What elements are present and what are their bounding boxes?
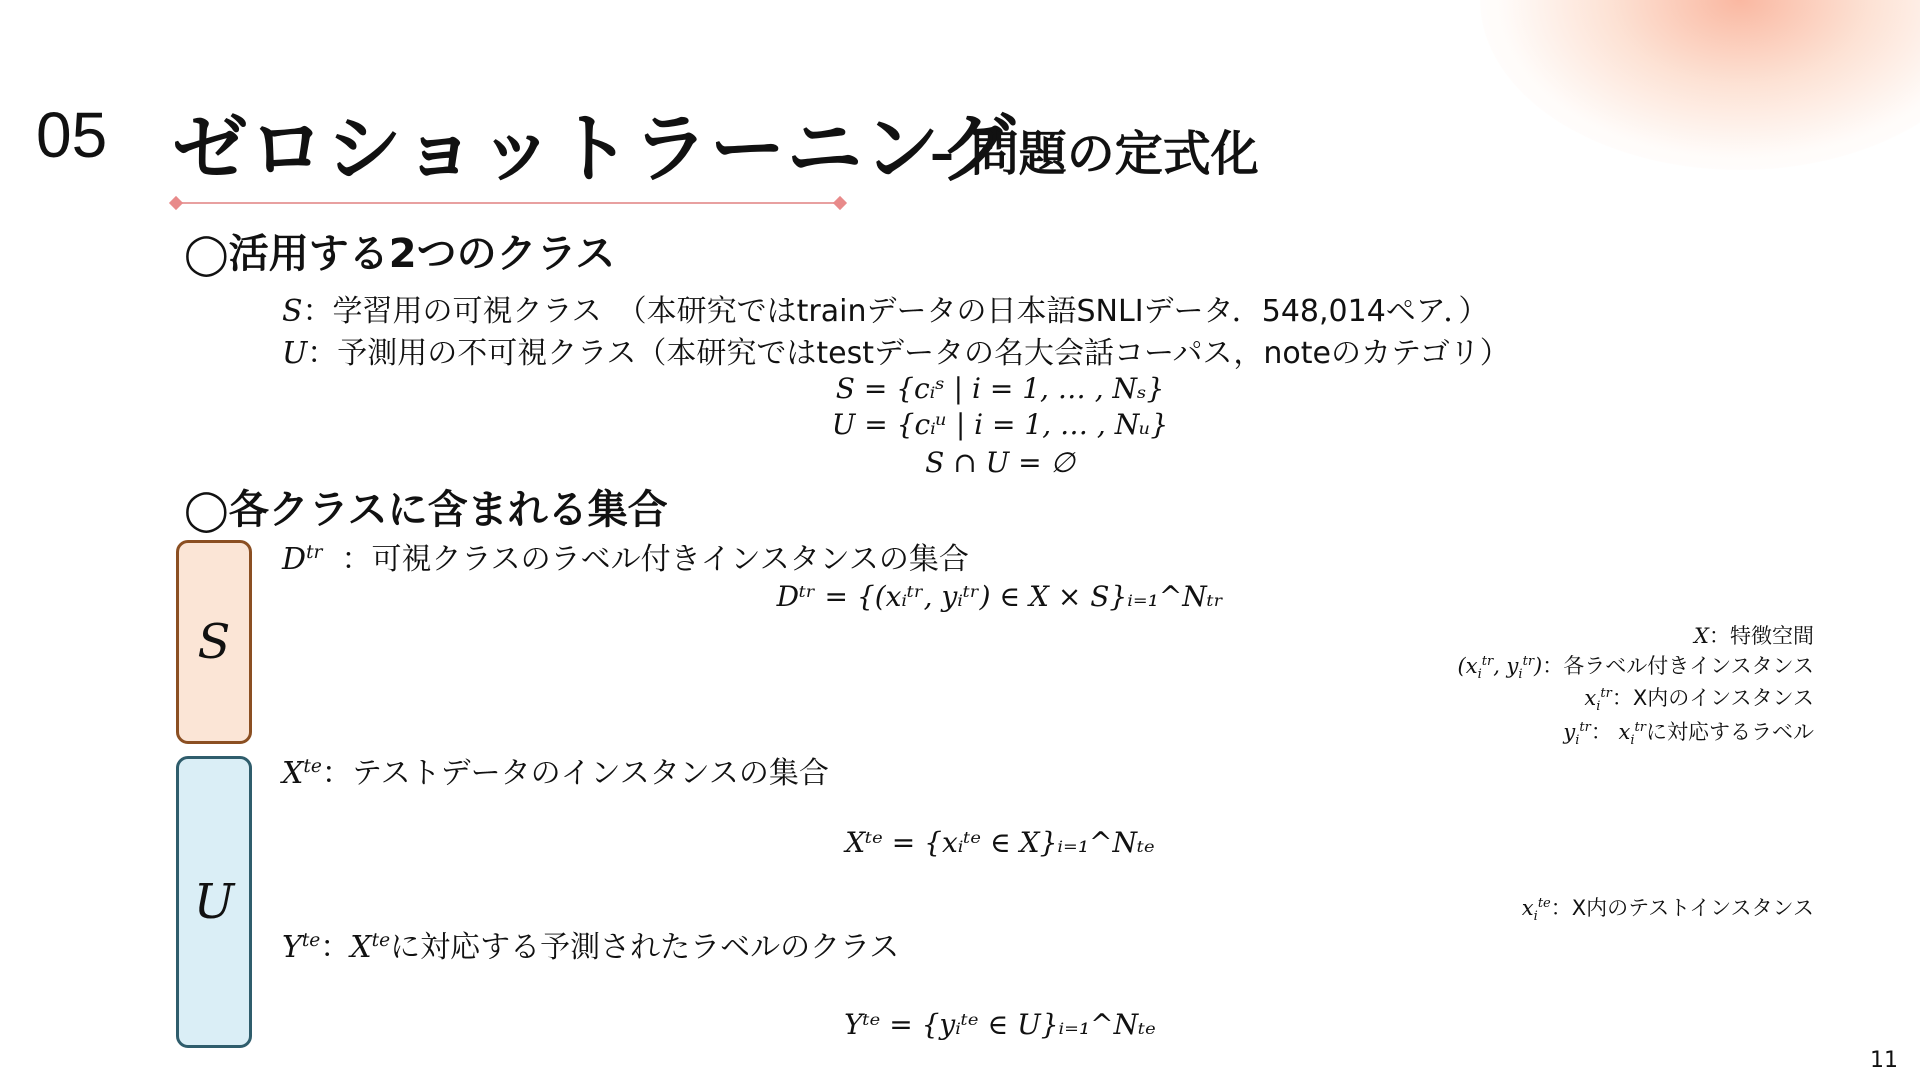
section-heading-classes: ◯活用する2つのクラス	[184, 231, 616, 277]
equation-dtr: Dᵗʳ = {(xᵢᵗʳ, yᵢᵗʳ) ∈ X × S}ᵢ₌₁^Nₜᵣ	[776, 580, 1224, 613]
slide-subtitle: – 問題の定式化	[930, 126, 1259, 182]
note-labeled-instance: ($x_i^{tr}$, $y_i^{tr}$)：各ラベル付きインスタンス	[1457, 654, 1814, 683]
page-number: 11	[1870, 1048, 1898, 1073]
underline-right-dot	[833, 196, 847, 210]
slide-title: ゼロショットラーニング	[172, 104, 1016, 193]
s-class-description: S：学習用の可視クラス （本研究ではtrainデータの日本語SNLIデータ．548,014ペア．）	[282, 294, 1489, 329]
u-class-description: U：予測用の不可視クラス（本研究ではtestデータの名大会話コーパス，noteのカテゴリ）	[282, 336, 1510, 371]
note-test-instance: $x_i^{te}$：X内のテストインスタンス	[1521, 896, 1814, 925]
dtr-description: $D^{tr}$ ：可視クラスのラベル付きインスタンスの集合	[282, 542, 969, 577]
equation-yte: Yᵗᵉ = {yᵢᵗᵉ ∈ U}ᵢ₌₁^Nₜₑ	[844, 1008, 1156, 1041]
equation-s-set: S = {cᵢˢ | i = 1, … , Nₛ}	[835, 372, 1165, 405]
s-class-box: S	[176, 540, 252, 744]
equation-disjoint: S ∩ U = ∅	[925, 446, 1075, 479]
note-corresponding-label: $y_i^{tr}$： $x_i^{tr}$に対応するラベル	[1563, 720, 1814, 749]
equation-u-set: U = {cᵢᵘ | i = 1, … , Nᵤ}	[831, 408, 1169, 441]
decorative-gradient	[1480, 0, 1920, 170]
equation-xte: Xᵗᵉ = {xᵢᵗᵉ ∈ X}ᵢ₌₁^Nₜₑ	[845, 826, 1155, 859]
slide-number-label: 05	[36, 99, 108, 171]
note-feature-space: X：特徴空間	[1694, 624, 1814, 648]
note-instance-in-x: $x_i^{tr}$：X内のインスタンス	[1584, 686, 1814, 715]
u-class-box: U	[176, 756, 252, 1048]
title-underline	[176, 202, 840, 204]
yte-description: $Y^{te}$：$X^{te}$に対応する予測されたラベルのクラス	[282, 930, 900, 965]
underline-left-dot	[169, 196, 183, 210]
xte-description: $X^{te}$：テストデータのインスタンスの集合	[282, 756, 829, 791]
section-heading-sets: ◯各クラスに含まれる集合	[184, 487, 668, 533]
